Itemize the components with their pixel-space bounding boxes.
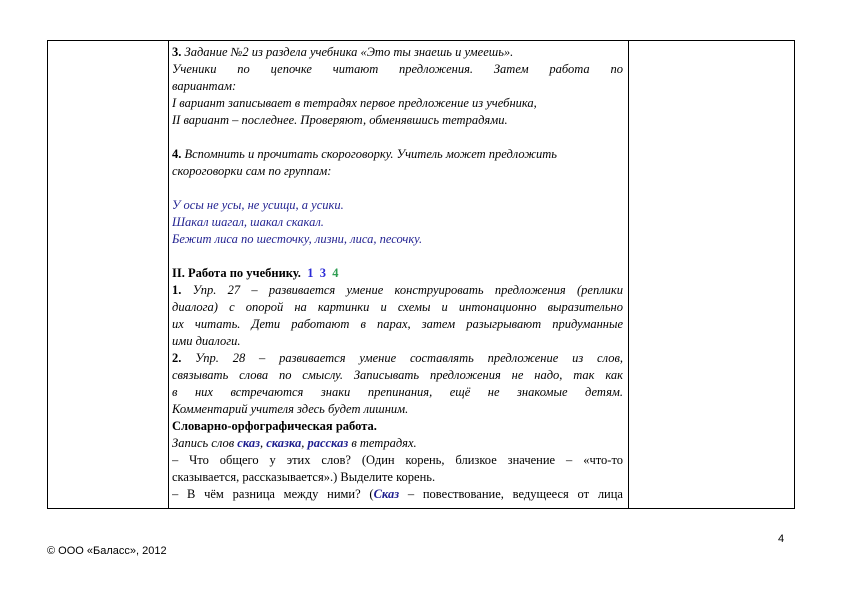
column-divider-left — [168, 41, 169, 508]
text-line: сказывается, рассказывается».) Выделите корень. — [172, 470, 436, 484]
text-line: II вариант – последнее. Проверяют, обменявшись тетрадями. — [172, 113, 508, 127]
lesson-content-cell — [172, 44, 623, 508]
text-line: диалога) с опорой на картинки и схемы и интонационно выразительно — [172, 300, 623, 314]
exercise-1-line — [172, 282, 623, 299]
vocab-word: рассказ — [307, 436, 349, 450]
vocab-word: сказка — [266, 436, 302, 450]
question-suffix: – повествование, ведущееся от лица — [399, 487, 623, 501]
task-4-line — [172, 146, 623, 163]
text-line: их читать. Дети работают в парах, затем разыгрывают придуманные — [172, 317, 623, 331]
vocab-line — [172, 435, 623, 452]
tongue-twister: У осы не усы, не усищи, а усики. — [172, 198, 344, 212]
section-marker-4: 4 — [332, 266, 339, 280]
section-heading — [172, 265, 623, 282]
exercise-1-text: Упр. 27 – развивается умение конструировать предложения (реплики — [181, 283, 623, 297]
text-line: скороговорки сам по группам: — [172, 164, 332, 178]
task-3-number: 3. — [172, 45, 182, 59]
exercise-2-text: Упр. 28 – развивается умение составлять предложение из слов, — [181, 351, 623, 365]
vocab-word: Сказ — [373, 487, 400, 501]
exercise-2-line — [172, 350, 623, 367]
tongue-twister: Бежит лиса по шесточку, лизни, лиса, песочку. — [172, 232, 423, 246]
exercise-1-number: 1. — [172, 283, 182, 297]
text-line: в них встречаются знаки препинания, ещё не знакомые детям. — [172, 385, 623, 399]
text-line: связывать слова по смыслу. Записывать предложения не надо, так как — [172, 368, 623, 382]
section-title: II. Работа по учебнику. — [172, 266, 301, 280]
text-line: I вариант записывает в тетрадях первое предложение из учебника, — [172, 96, 537, 110]
task-4-text: Вспомнить и прочитать скороговорку. Учитель может предложить — [181, 147, 557, 161]
exercise-2-number: 2. — [172, 351, 182, 365]
page-number: 4 — [778, 533, 785, 545]
text-line: Комментарий учителя здесь будет лишним. — [172, 402, 409, 416]
vocab-suffix: в тетрадях. — [348, 436, 417, 450]
text-line: ими диалоги. — [172, 334, 241, 348]
text-line: Ученики по цепочке читают предложения. Затем работа по — [172, 62, 623, 76]
task-3-text: Задание №2 из раздела учебника «Это ты знаешь и умеешь». — [181, 45, 514, 59]
task-4-number: 4. — [172, 147, 182, 161]
section-marker-1: 1 — [307, 266, 314, 280]
copyright: © ООО «Баласс», 2012 — [47, 545, 167, 557]
vocab-word: сказ — [237, 436, 260, 450]
column-divider-right — [628, 41, 629, 508]
vocab-section-title: Словарно-орфографическая работа. — [172, 419, 377, 433]
section-marker-3: 3 — [319, 266, 326, 280]
question-line — [172, 486, 623, 503]
lesson-table — [47, 40, 795, 509]
separator: , — [301, 436, 308, 450]
text-line: – Что общего у этих слов? (Один корень, близкое значение – «что-то — [172, 453, 623, 467]
text-line: вариантам: — [172, 79, 237, 93]
tongue-twister: Шакал шагал, шакал скакал. — [172, 215, 324, 229]
separator: , — [259, 436, 267, 450]
question-prefix: – В чём разница между ними? ( — [172, 487, 374, 501]
task-3-line — [172, 44, 623, 61]
vocab-prefix: Запись слов — [172, 436, 238, 450]
